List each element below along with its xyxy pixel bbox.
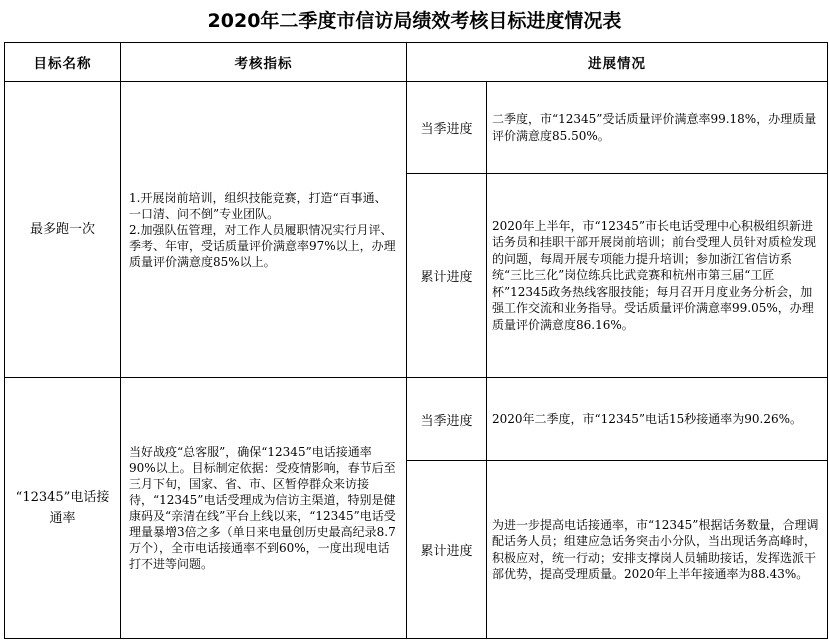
row2-quarter-label: 当季进度 [407,378,487,461]
row1-indicator-text: 1.开展岗前培训，组织技能竞赛，打造“百事通、一口清、问不倒”专业团队。 2.加强队伍管理，对工作人员履职情况实行月评、季考、年审，受话质量评价满意率97%以上，办理质量评价满意度85%以上。 [129,190,396,269]
row2-indicator-text: 当好战疫“总客服”，确保“12345”电话接通率90%以上。目标制定依据：受疫情影响，春节后至三月下旬，国家、省、市、区暂停群众来访接待，“12345”电话受理成为信访主渠道，特别是健康码及“亲清在线”平台上线以来，“12345”电话受理量暴增3倍之多（单日来电量创历史最高纪录8.7万个），全市电话接通率不到60%，一度出现电话打不进等问题。 [129,445,396,571]
row1-name: 最多跑一次 [5,82,121,378]
table-row [5,378,828,461]
row1-quarter-label: 当季进度 [407,82,487,174]
progress-table [4,42,828,639]
header-name: 目标名称 [5,43,121,82]
row2-name: “12345”电话接通率 [5,378,121,639]
row2-quarter-text: 2020年二季度，市“12345”电话15秒接通率为90.26%。 [487,378,828,461]
row2-cumulative-text: 为进一步提高电话接通率，市“12345”根据话务数量，合理调配话务人员；组建应急话务突击小分队，当出现话务高峰时，积极应对，统一行动；安排支撑岗人员辅助接话，发挥选派干部优势，提高受理质量。2020年上半年接通率为88.43%。 [487,461,828,639]
row1-indicator [121,82,407,378]
page-title: 2020年二季度市信访局绩效考核目标进度情况表 [207,10,622,32]
row1-quarter-text: 二季度，市“12345”受话质量评价满意率99.18%，办理质量评价满意度85.50%。 [487,82,828,174]
row1-cumulative-label: 累计进度 [407,174,487,378]
row2-cumulative-label: 累计进度 [407,461,487,639]
row1-cumulative-text: 2020年上半年，市“12345”市长电话受理中心积极组织新进话务员和挂职干部开展岗前培训；前台受理人员针对质检发现的问题，每周开展专项能力提升培训；参加浙江省信访系统“三比三化”岗位练兵比武竞赛和杭州市第三届“工匠杯”12345政务热线客服技能；每月召开月度业务分析会，加强工作交流和业务指导。受话质量评价满意率99.05%，办理质量评价满意度86.16%。 [487,174,828,378]
table-row [5,82,828,174]
row2-indicator [121,378,407,639]
header-progress: 进展情况 [407,43,828,82]
header-indicator: 考核指标 [121,43,407,82]
table-header-row [5,43,828,82]
